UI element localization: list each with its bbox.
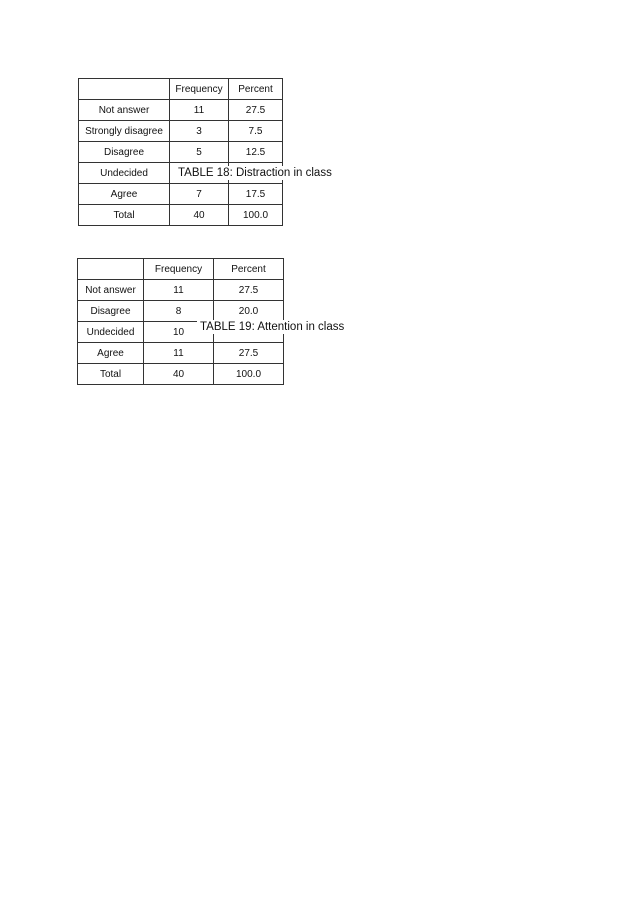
row-label: Agree <box>78 343 144 364</box>
frequency-cell: 3 <box>170 121 229 142</box>
table-caption: TABLE 19: Attention in class <box>197 320 347 334</box>
table-caption: TABLE 18: Distraction in class <box>175 166 335 180</box>
header-cell: Frequency <box>170 79 229 100</box>
table-row <box>79 184 283 205</box>
percent-cell: 27.5 <box>214 280 284 301</box>
table-row <box>78 301 284 322</box>
frequency-cell: 11 <box>144 343 214 364</box>
frequency-cell: 11 <box>170 100 229 121</box>
distraction-table <box>78 78 283 226</box>
frequency-cell: 40 <box>144 364 214 385</box>
table-row <box>79 205 283 226</box>
percent-cell: 100.0 <box>214 364 284 385</box>
table-header-row <box>78 259 284 280</box>
frequency-cell: 40 <box>170 205 229 226</box>
frequency-cell: 8 <box>144 301 214 322</box>
row-label: Undecided <box>78 322 144 343</box>
table-header-row <box>79 79 283 100</box>
frequency-cell: 7 <box>170 184 229 205</box>
table-row <box>78 280 284 301</box>
row-label: Disagree <box>78 301 144 322</box>
header-cell: Frequency <box>144 259 214 280</box>
table-row <box>79 142 283 163</box>
row-label: Strongly disagree <box>79 121 170 142</box>
percent-cell: 17.5 <box>229 184 283 205</box>
frequency-cell: 10 <box>144 322 214 343</box>
row-label: Not answer <box>78 280 144 301</box>
percent-cell: 12.5 <box>229 142 283 163</box>
frequency-cell: 5 <box>170 142 229 163</box>
row-label: Total <box>78 364 144 385</box>
header-cell <box>78 259 144 280</box>
header-cell <box>79 79 170 100</box>
header-cell: Percent <box>229 79 283 100</box>
row-label: Not answer <box>79 100 170 121</box>
table-row <box>79 100 283 121</box>
percent-cell: 27.5 <box>214 343 284 364</box>
frequency-cell: 11 <box>144 280 214 301</box>
row-label: Disagree <box>79 142 170 163</box>
percent-cell: 100.0 <box>229 205 283 226</box>
row-label: Total <box>79 205 170 226</box>
percent-cell: 7.5 <box>229 121 283 142</box>
percent-cell: 20.0 <box>214 301 284 322</box>
table-row <box>78 364 284 385</box>
table-row <box>78 343 284 364</box>
row-label: Undecided <box>79 163 170 184</box>
row-label: Agree <box>79 184 170 205</box>
header-cell: Percent <box>214 259 284 280</box>
table-row <box>79 121 283 142</box>
percent-cell: 27.5 <box>229 100 283 121</box>
